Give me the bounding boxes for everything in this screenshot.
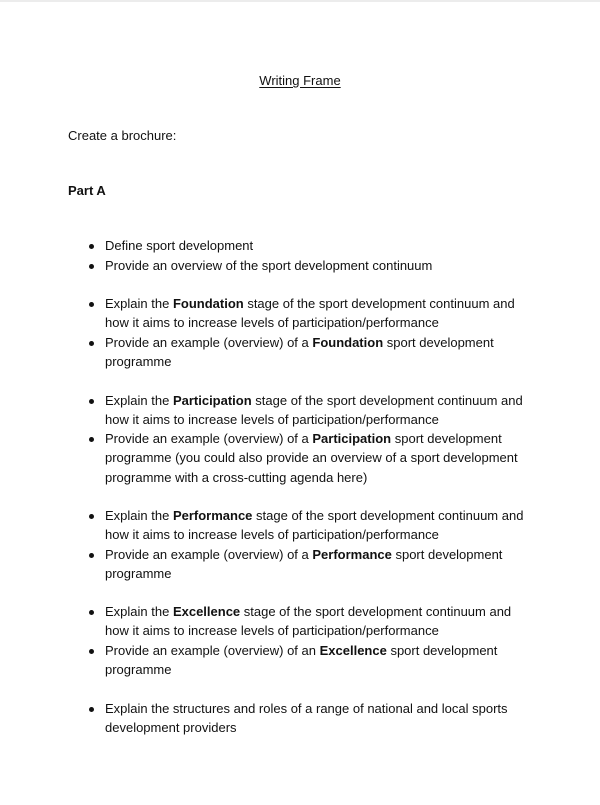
bullet-text-line	[105, 623, 439, 638]
text-segment: Provide an example (overview) of a	[105, 547, 313, 562]
bullet-text-line	[105, 431, 502, 446]
text-segment: Explain the structures and roles of a range of national and local sports	[105, 701, 508, 716]
bullet-text-line	[105, 238, 253, 253]
text-segment: programme	[105, 354, 172, 370]
text-segment: development providers	[105, 720, 237, 736]
text-segment: sport development	[386, 643, 498, 658]
text-segment: sport development	[391, 431, 502, 446]
text-segment: Explain the	[105, 393, 173, 408]
bullet-text-line	[105, 296, 515, 311]
bullet-text-line	[105, 412, 439, 427]
bullet-icon	[89, 610, 94, 615]
text-segment: Provide an example (overview) of an	[105, 643, 320, 658]
emphasized-stage: Excellence	[319, 643, 387, 658]
text-segment: programme	[105, 566, 172, 582]
text-segment: stage of the sport development continuum and	[251, 393, 523, 408]
bullet-icon	[89, 553, 94, 558]
bullet-text-line	[105, 315, 439, 330]
document-title: Writing Frame	[259, 73, 341, 88]
text-segment: programme with a cross-cutting agenda here)	[105, 469, 368, 485]
bullet-text-line	[105, 258, 432, 273]
text-segment: Explain the	[105, 296, 173, 311]
bullet-icon	[89, 649, 94, 654]
emphasized-stage: Performance	[172, 508, 253, 523]
bullet-icon	[89, 514, 94, 519]
bullet-text-line	[105, 643, 497, 658]
bullet-text-line	[105, 393, 523, 408]
emphasized-stage: Performance	[312, 547, 392, 562]
bullet-text-line	[105, 335, 494, 350]
bullet-text-line	[105, 508, 523, 523]
emphasized-stage: Participation	[172, 393, 252, 408]
text-segment: Explain the	[105, 508, 173, 523]
text-segment: Define sport development	[105, 238, 254, 253]
bullet-text-line	[105, 547, 502, 562]
bullet-text-line	[105, 566, 171, 581]
emphasized-stage: Foundation	[172, 296, 244, 311]
bullet-icon	[89, 707, 94, 712]
bullet-icon	[89, 341, 94, 346]
page-top-edge	[0, 0, 600, 2]
emphasized-stage: Foundation	[312, 335, 384, 350]
text-segment: sport development	[391, 547, 503, 562]
text-segment: how it aims to increase levels of participation/performance	[105, 315, 439, 331]
bullet-text-line	[105, 527, 439, 542]
bullet-text-line	[105, 354, 171, 369]
text-segment: Provide an example (overview) of a	[105, 431, 313, 446]
text-segment: how it aims to increase levels of participation/performance	[105, 527, 439, 543]
text-segment: Provide an example (overview) of a	[105, 335, 313, 350]
bullet-text-line	[105, 662, 171, 677]
bullet-text-line	[105, 470, 367, 485]
emphasized-stage: Excellence	[172, 604, 241, 619]
emphasized-stage: Participation	[312, 431, 392, 446]
bullet-text-line	[105, 720, 237, 735]
bullet-icon	[89, 302, 94, 307]
text-segment: stage of the sport development continuum and	[252, 508, 524, 523]
bullet-icon	[89, 244, 94, 249]
section-heading: Part A	[68, 183, 106, 198]
text-segment: how it aims to increase levels of participation/performance	[105, 623, 439, 639]
text-segment: Provide an overview of the sport development continuum	[105, 258, 433, 273]
text-segment: programme (you could also provide an overview of a sport development	[105, 450, 518, 466]
bullet-icon	[89, 399, 94, 404]
bullet-text-line	[105, 450, 518, 465]
bullet-text-line	[105, 701, 508, 716]
bullet-icon	[89, 437, 94, 442]
bullet-icon	[89, 264, 94, 269]
text-segment: programme	[105, 662, 172, 678]
text-segment: stage of the sport development continuum and	[240, 604, 512, 619]
text-segment: how it aims to increase levels of participation/performance	[105, 412, 439, 428]
bullet-text-line	[105, 604, 511, 619]
text-segment: Explain the	[105, 604, 173, 619]
text-segment: sport development	[383, 335, 494, 350]
intro-text: Create a brochure:	[68, 128, 177, 143]
text-segment: stage of the sport development continuum and	[243, 296, 515, 311]
